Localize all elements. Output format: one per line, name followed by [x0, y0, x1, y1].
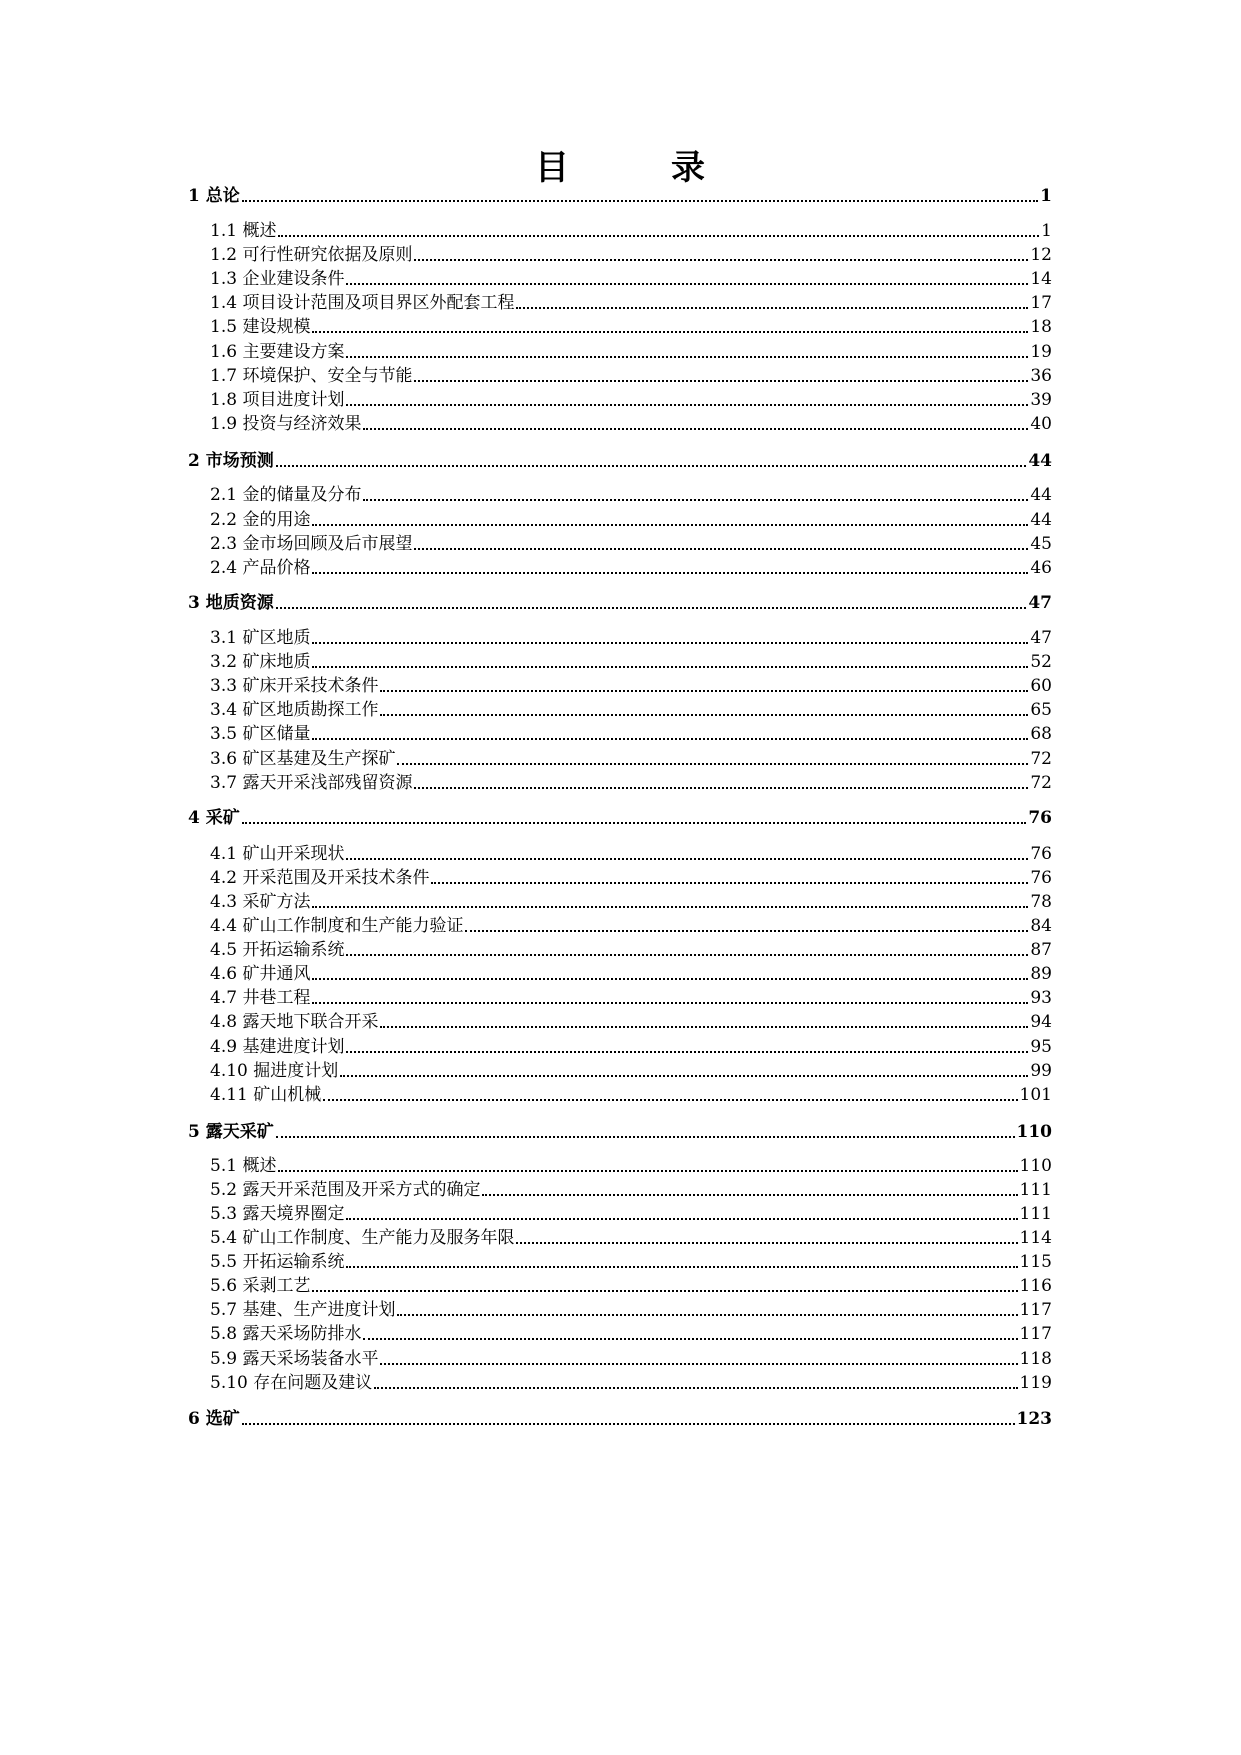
toc-entry-page-number: 72: [1030, 773, 1052, 793]
toc-entry-label: 5.6 采剥工艺: [210, 1276, 311, 1296]
toc-section-entry[interactable]: [210, 266, 1052, 292]
toc-entry-page-number: 110: [1019, 1156, 1052, 1176]
toc-section-entry[interactable]: [210, 1370, 1052, 1396]
toc-entry-page-number: 44: [1028, 451, 1052, 471]
toc-entry-page-number: 118: [1019, 1349, 1052, 1369]
toc-entry-label: 5.2 露天开采范围及开采方式的确定: [210, 1180, 481, 1200]
toc-section-entry[interactable]: [210, 507, 1052, 533]
toc-title: 目 录: [535, 148, 705, 188]
toc-dot-leader: [397, 763, 1028, 765]
toc-dot-leader: [276, 465, 1027, 467]
toc-dot-leader: [242, 822, 1027, 824]
toc-section-entry[interactable]: [210, 746, 1052, 772]
toc-section-entry[interactable]: [210, 649, 1052, 675]
toc-entry-page-number: 99: [1030, 1061, 1052, 1081]
toc-dot-leader: [276, 607, 1027, 609]
toc-dot-leader: [346, 1051, 1028, 1053]
toc-entry-label: 1.1 概述: [210, 221, 277, 241]
toc-section-entry[interactable]: [210, 721, 1052, 747]
toc-entry-label: 5.9 露天采场装备水平: [210, 1349, 379, 1369]
toc-entry-page-number: 45: [1030, 534, 1052, 554]
toc-dot-leader: [482, 1194, 1017, 1196]
toc-dot-leader: [312, 978, 1028, 980]
toc-entry-page-number: 39: [1030, 390, 1052, 410]
toc-section-entry[interactable]: [210, 1273, 1052, 1299]
toc-entry-page-number: 18: [1030, 317, 1052, 337]
toc-entry-label: 1.9 投资与经济效果: [210, 414, 362, 434]
toc-entry-label: 4.7 井巷工程: [210, 988, 311, 1008]
toc-entry-label: 3.7 露天开采浅部残留资源: [210, 773, 413, 793]
toc-dot-leader: [414, 787, 1028, 789]
toc-entry-label: 4.8 露天地下联合开采: [210, 1012, 379, 1032]
toc-dot-leader: [465, 930, 1028, 932]
toc-dot-leader: [431, 882, 1028, 884]
toc-section-entry[interactable]: [210, 242, 1052, 268]
toc-entry-page-number: 94: [1030, 1012, 1052, 1032]
toc-section-entry[interactable]: [210, 1249, 1052, 1275]
toc-dot-leader: [276, 1136, 1015, 1138]
toc-dot-leader: [374, 1387, 1017, 1389]
toc-entry-page-number: 114: [1019, 1228, 1052, 1248]
toc-entry-label: 5 露天采矿: [188, 1122, 274, 1142]
toc-entry-page-number: 12: [1030, 245, 1052, 265]
toc-entry-page-number: 95: [1030, 1037, 1052, 1057]
toc-section-entry[interactable]: [210, 387, 1052, 413]
toc-dot-leader: [346, 858, 1028, 860]
toc-section-entry[interactable]: [210, 865, 1052, 891]
toc-section-entry[interactable]: [210, 218, 1052, 244]
toc-entry-page-number: 76: [1030, 868, 1052, 888]
toc-dot-leader: [363, 499, 1028, 501]
toc-entry-page-number: 36: [1030, 366, 1052, 386]
toc-section-entry[interactable]: [210, 314, 1052, 340]
toc-entry-label: 1.2 可行性研究依据及原则: [210, 245, 413, 265]
toc-entry-page-number: 60: [1030, 676, 1052, 696]
toc-entry-page-number: 76: [1028, 808, 1052, 828]
toc-dot-leader: [312, 642, 1028, 644]
toc-chapter-entry[interactable]: [188, 805, 1052, 831]
toc-entry-label: 1.4 项目设计范围及项目界区外配套工程: [210, 293, 515, 313]
toc-dot-leader: [278, 235, 1039, 237]
toc-chapter-entry[interactable]: [188, 183, 1052, 209]
toc-entry-page-number: 123: [1016, 1409, 1052, 1429]
toc-dot-leader: [380, 690, 1028, 692]
toc-dot-leader: [312, 1290, 1017, 1292]
toc-entry-page-number: 68: [1030, 724, 1052, 744]
toc-entry-label: 1.3 企业建设条件: [210, 269, 345, 289]
toc-section-entry[interactable]: [210, 937, 1052, 963]
toc-entry-page-number: 111: [1019, 1204, 1052, 1224]
toc-dot-leader: [278, 1170, 1017, 1172]
toc-section-entry[interactable]: [210, 697, 1052, 723]
toc-dot-leader: [346, 1218, 1017, 1220]
toc-section-entry[interactable]: [210, 555, 1052, 581]
toc-entry-page-number: 84: [1030, 916, 1052, 936]
toc-entry-label: 1.6 主要建设方案: [210, 342, 345, 362]
toc-entry-page-number: 17: [1030, 293, 1052, 313]
toc-dot-leader: [312, 572, 1028, 574]
toc-entry-page-number: 1: [1040, 186, 1052, 206]
toc-entry-page-number: 47: [1028, 593, 1052, 613]
toc-dot-leader: [380, 1363, 1017, 1365]
toc-entry-label: 3.6 矿区基建及生产探矿: [210, 749, 396, 769]
toc-section-entry[interactable]: [210, 1058, 1052, 1084]
toc-entry-page-number: 110: [1016, 1122, 1052, 1142]
toc-entry-page-number: 93: [1030, 988, 1052, 1008]
toc-dot-leader: [323, 1099, 1017, 1101]
toc-section-entry[interactable]: [210, 1034, 1052, 1060]
toc-dot-leader: [312, 906, 1028, 908]
toc-section-entry[interactable]: [210, 1009, 1052, 1035]
toc-entry-label: 4.3 采矿方法: [210, 892, 311, 912]
toc-dot-leader: [346, 954, 1028, 956]
toc-entry-label: 4.9 基建进度计划: [210, 1037, 345, 1057]
toc-entry-page-number: 89: [1030, 964, 1052, 984]
toc-dot-leader: [397, 1314, 1017, 1316]
toc-chapter-entry[interactable]: [188, 448, 1052, 474]
toc-section-entry[interactable]: [210, 841, 1052, 867]
toc-section-entry[interactable]: [210, 1225, 1052, 1251]
toc-section-entry[interactable]: [210, 673, 1052, 699]
toc-dot-leader: [363, 428, 1028, 430]
toc-section-entry[interactable]: [210, 363, 1052, 389]
toc-entry-page-number: 101: [1019, 1085, 1052, 1105]
toc-section-entry[interactable]: [210, 290, 1052, 316]
toc-section-entry[interactable]: [210, 1177, 1052, 1203]
toc-entry-label: 3 地质资源: [188, 593, 274, 613]
toc-entry-page-number: 19: [1030, 342, 1052, 362]
toc-entry-label: 1.7 环境保护、安全与节能: [210, 366, 413, 386]
toc-dot-leader: [242, 1423, 1015, 1425]
toc-entry-page-number: 111: [1019, 1180, 1052, 1200]
toc-entry-label: 6 选矿: [188, 1409, 240, 1429]
toc-dot-leader: [414, 380, 1028, 382]
toc-chapter-entry[interactable]: [188, 590, 1052, 616]
toc-entry-label: 4.10 掘进度计划: [210, 1061, 339, 1081]
toc-entry-page-number: 117: [1019, 1324, 1052, 1344]
toc-section-entry[interactable]: [210, 411, 1052, 437]
toc-dot-leader: [312, 524, 1028, 526]
toc-entry-label: 5.8 露天采场防排水: [210, 1324, 362, 1344]
toc-section-entry[interactable]: [210, 889, 1052, 915]
toc-dot-leader: [242, 200, 1038, 202]
toc-section-entry[interactable]: [210, 961, 1052, 987]
toc-entry-label: 1.5 建设规模: [210, 317, 311, 337]
toc-entry-label: 5.1 概述: [210, 1156, 277, 1176]
toc-entry-page-number: 117: [1019, 1300, 1052, 1320]
toc-section-entry[interactable]: [210, 1082, 1052, 1108]
toc-entry-page-number: 47: [1030, 628, 1052, 648]
toc-entry-label: 4.2 开采范围及开采技术条件: [210, 868, 430, 888]
toc-section-entry[interactable]: [210, 339, 1052, 365]
toc-entry-page-number: 1: [1041, 221, 1052, 241]
toc-entry-label: 3.2 矿床地质: [210, 652, 311, 672]
toc-section-entry[interactable]: [210, 1201, 1052, 1227]
toc-entry-label: 3.4 矿区地质勘探工作: [210, 700, 379, 720]
toc-section-entry[interactable]: [210, 770, 1052, 796]
toc-dot-leader: [346, 1266, 1017, 1268]
toc-dot-leader: [516, 1242, 1017, 1244]
toc-section-entry[interactable]: [210, 482, 1052, 508]
toc-entry-page-number: 119: [1019, 1373, 1052, 1393]
toc-entry-label: 4.4 矿山工作制度和生产能力验证: [210, 916, 464, 936]
toc-section-entry[interactable]: [210, 1297, 1052, 1323]
toc-entry-label: 1 总论: [188, 186, 240, 206]
toc-entry-page-number: 40: [1030, 414, 1052, 434]
toc-entry-page-number: 115: [1019, 1252, 1052, 1272]
toc-section-entry[interactable]: [210, 1346, 1052, 1372]
toc-entry-page-number: 87: [1030, 940, 1052, 960]
toc-section-entry[interactable]: [210, 985, 1052, 1011]
toc-entry-label: 5.7 基建、生产进度计划: [210, 1300, 396, 1320]
toc-entry-page-number: 46: [1030, 558, 1052, 578]
toc-entry-page-number: 65: [1030, 700, 1052, 720]
toc-dot-leader: [346, 404, 1028, 406]
toc-chapter-entry[interactable]: [188, 1406, 1052, 1432]
toc-entry-label: 4.6 矿井通风: [210, 964, 311, 984]
toc-entry-label: 4.11 矿山机械: [210, 1085, 322, 1105]
toc-entry-label: 2.1 金的储量及分布: [210, 485, 362, 505]
toc-entry-label: 4.5 开拓运输系统: [210, 940, 345, 960]
toc-entry-label: 5.4 矿山工作制度、生产能力及服务年限: [210, 1228, 515, 1248]
toc-section-entry[interactable]: [210, 1321, 1052, 1347]
toc-section-entry[interactable]: [210, 913, 1052, 939]
toc-entry-label: 2.4 产品价格: [210, 558, 311, 578]
toc-entry-label: 2 市场预测: [188, 451, 274, 471]
toc-entry-page-number: 76: [1030, 844, 1052, 864]
toc-dot-leader: [312, 1002, 1028, 1004]
toc-entry-label: 5.5 开拓运输系统: [210, 1252, 345, 1272]
toc-dot-leader: [346, 283, 1028, 285]
toc-entry-label: 1.8 项目进度计划: [210, 390, 345, 410]
toc-entry-label: 5.10 存在问题及建议: [210, 1373, 373, 1393]
toc-entry-page-number: 78: [1030, 892, 1052, 912]
toc-entry-page-number: 52: [1030, 652, 1052, 672]
toc-dot-leader: [312, 738, 1028, 740]
toc-chapter-entry[interactable]: [188, 1119, 1052, 1145]
toc-entry-page-number: 44: [1030, 485, 1052, 505]
toc-section-entry[interactable]: [210, 531, 1052, 557]
toc-entry-page-number: 116: [1019, 1276, 1052, 1296]
toc-dot-leader: [380, 1026, 1028, 1028]
toc-dot-leader: [340, 1075, 1028, 1077]
toc-entry-label: 2.3 金市场回顾及后市展望: [210, 534, 413, 554]
toc-section-entry[interactable]: [210, 625, 1052, 651]
toc-entry-label: 2.2 金的用途: [210, 510, 311, 530]
toc-entry-label: 4 采矿: [188, 808, 240, 828]
toc-dot-leader: [414, 259, 1028, 261]
toc-entry-page-number: 72: [1030, 749, 1052, 769]
toc-dot-leader: [516, 307, 1028, 309]
toc-section-entry[interactable]: [210, 1153, 1052, 1179]
toc-entry-label: 3.3 矿床开采技术条件: [210, 676, 379, 696]
toc-entry-page-number: 14: [1030, 269, 1052, 289]
toc-entry-page-number: 44: [1030, 510, 1052, 530]
toc-dot-leader: [346, 356, 1028, 358]
toc-dot-leader: [363, 1338, 1017, 1340]
toc-dot-leader: [380, 714, 1028, 716]
toc-entry-label: 3.5 矿区储量: [210, 724, 311, 744]
toc-dot-leader: [414, 548, 1028, 550]
toc-entry-label: 3.1 矿区地质: [210, 628, 311, 648]
toc-dot-leader: [312, 331, 1028, 333]
toc-entry-label: 4.1 矿山开采现状: [210, 844, 345, 864]
toc-dot-leader: [312, 666, 1028, 668]
toc-entry-label: 5.3 露天境界圈定: [210, 1204, 345, 1224]
